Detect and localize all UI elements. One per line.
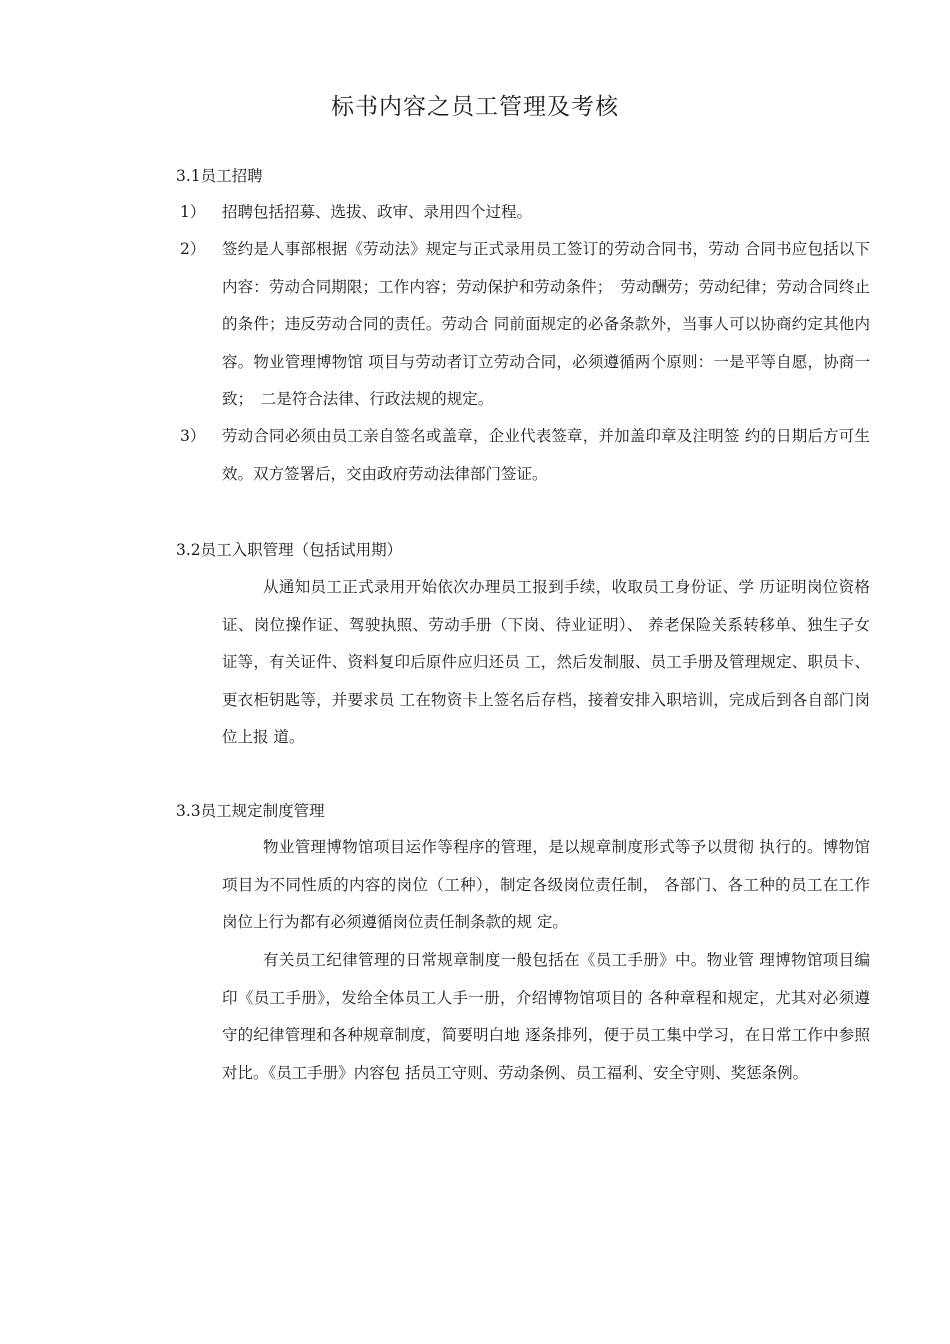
paragraph-rules-1: 物业管理博物馆项目运作等程序的管理，是以规章制度形式等予以贯彻 执行的。博物馆项目为不同性质的内容的岗位（工种），制定各级岗位责任制， 各部门、各工种的员工在工作岗位上行为都有必须遵循岗位责任制条款的规 定。 xyxy=(222,838,870,931)
list-item-text: 招聘包括招募、选拔、政审、录用四个过程。 xyxy=(222,203,533,221)
paragraph-rules-2: 有关员工纪律管理的日常规章制度一般包括在《员工手册》中。物业管 理博物馆项目编印《员工手册》，发给全体员工人手一册，介绍博物馆项目的 各种章程和规定，尤其对必须遵守的纪律管理和各种规章制度，简要明白地 逐条排列，便于员工集中学习，在日常工作中参照对比。《员工手册》内容包 括员工守则、劳动条例、员工福利、安全守则、奖惩条例。 xyxy=(222,951,870,1082)
list-item-number: 3） xyxy=(180,427,206,445)
page-title: 标书内容之员工管理及考核 xyxy=(331,94,619,120)
section-heading-3-1: 3.1员工招聘 xyxy=(176,167,263,185)
list-item-2 xyxy=(180,231,870,419)
section-heading-3-3: 3.3员工规定制度管理 xyxy=(176,802,325,820)
list-item-1 xyxy=(180,194,870,232)
list-item-text: 劳动合同必须由员工亲自签名或盖章，企业代表签章，并加盖印章及注明签 约的日期后方可生效。双方签署后，交由政府劳动法律部门签证。 xyxy=(222,427,870,483)
list-item-number: 2） xyxy=(180,240,206,258)
list-item-3 xyxy=(180,418,870,493)
paragraph-onboarding: 从通知员工正式录用开始依次办理员工报到手续，收取员工身份证、学 历证明岗位资格证、岗位操作证、驾驶执照、劳动手册（下岗、待业证明）、 养老保险关系转移单、独生子女证等，有关证件、资料复印后原件应归还员 工，然后发制服、员工手册及管理规定、职员卡、更衣柜钥匙等，并要求员 工在物资卡上签名后存档，接着安排入职培训，完成后到各自部门岗位上报 道。 xyxy=(222,578,870,746)
list-item-text: 签约是人事部根据《劳动法》规定与正式录用员工签订的劳动合同书，劳动 合同书应包括以下内容：劳动合同期限；工作内容；劳动保护和劳动条件； 劳动酬劳；劳动纪律；劳动合同终止的条件；违反劳动合同的责任。劳动合 同前面规定的必备条款外，当事人可以协商约定其他内容。物业管理博物馆 项目与劳动者订立劳动合同，必须遵循两个原则：一是平等自愿，协商一致； 二是符合法律、行政法规的规定。 xyxy=(222,240,870,408)
section-heading-3-2: 3.2员工入职管理（包括试用期） xyxy=(176,541,403,559)
list-item-number: 1） xyxy=(180,203,206,221)
